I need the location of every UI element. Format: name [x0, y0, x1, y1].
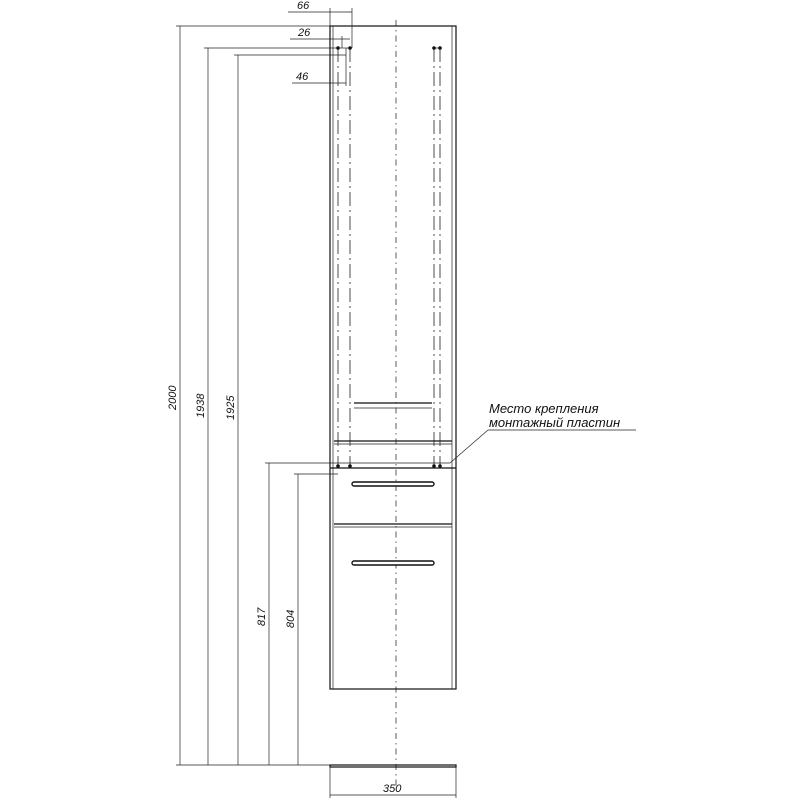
callout-text-line1: Место крепления [489, 401, 599, 416]
mount-dot [432, 46, 436, 50]
dim-label-66: 66 [297, 0, 310, 12]
dim-label-26: 26 [298, 27, 311, 39]
mount-dot [336, 464, 340, 468]
dim-label-350: 350 [383, 783, 402, 795]
dim-label-817: 817 [256, 607, 268, 626]
top-dimensions [288, 0, 352, 86]
bottom-dimension [330, 767, 456, 798]
cabinet-outline [330, 26, 456, 689]
drawer-handle-upper [352, 482, 434, 486]
dim-label-2000: 2000 [167, 385, 179, 410]
dim-label-1925: 1925 [225, 395, 237, 420]
mounting-plate-callout [450, 401, 636, 463]
mount-dot [438, 464, 442, 468]
mount-dot [432, 464, 436, 468]
dim-label-1938: 1938 [195, 393, 207, 418]
dim-label-46: 46 [296, 71, 309, 83]
callout-text-line2: монтажный пластин [489, 415, 621, 430]
mount-dot [438, 46, 442, 50]
floor-base [330, 765, 456, 767]
mount-dot [348, 46, 352, 50]
mounting-points [336, 46, 442, 468]
drawer-handle-lower [352, 561, 434, 565]
mount-dot [348, 464, 352, 468]
vertical-dimensions [167, 26, 450, 765]
dim-label-804: 804 [285, 609, 297, 628]
cabinet-body [330, 26, 456, 689]
